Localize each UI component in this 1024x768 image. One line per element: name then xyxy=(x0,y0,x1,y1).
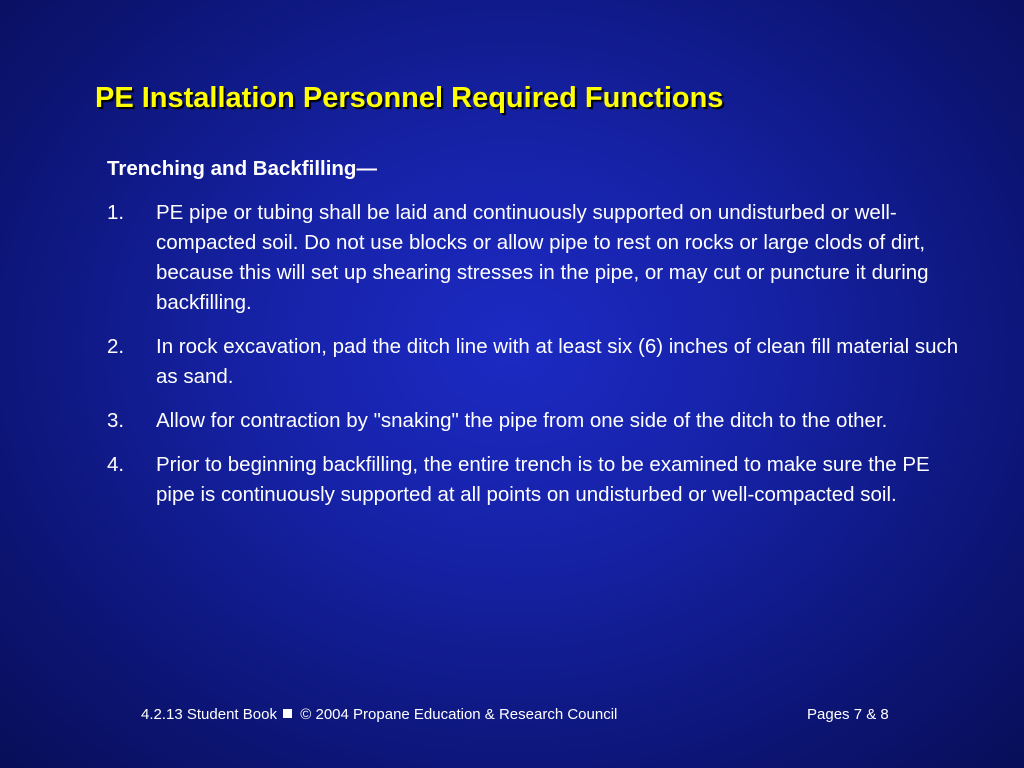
footer-pages: Pages 7 & 8 xyxy=(807,706,889,723)
footer-book-label: 4.2.13 Student Book xyxy=(141,706,277,723)
list-item xyxy=(107,198,967,318)
list-item-text: Allow for contraction by "snaking" the pipe from one side of the ditch to the other. xyxy=(156,409,888,432)
footer-credit xyxy=(141,706,617,723)
slide-content xyxy=(107,154,967,524)
square-bullet-icon xyxy=(283,709,292,718)
footer-copyright: © 2004 Propane Education & Research Council xyxy=(300,706,618,723)
list-item-number: 4. xyxy=(107,453,125,476)
list-item-text: Prior to beginning backfilling, the entire trench is to be examined to make sure the PE pipe is continuously supported at all points on undisturbed or well-compacted soil. xyxy=(156,453,930,506)
list-item xyxy=(107,406,967,436)
list-item xyxy=(107,332,967,392)
section-heading: Trenching and Backfilling— xyxy=(107,157,377,180)
list-item-text: In rock excavation, pad the ditch line with at least six (6) inches of clean fill material such as sand. xyxy=(156,335,959,388)
list-item xyxy=(107,450,967,510)
slide-title: PE Installation Personnel Required Functions xyxy=(95,82,724,114)
list-item-text: PE pipe or tubing shall be laid and continuously supported on undisturbed or well-compacted soil. Do not use blocks or allow pipe to rest on rocks or large clods of dirt, because this will set up shearing stresses in the pipe, or may cut or puncture it during backfilling. xyxy=(156,201,929,314)
list-item-number: 1. xyxy=(107,201,125,224)
list-item-number: 2. xyxy=(107,335,125,358)
list-item-number: 3. xyxy=(107,409,125,432)
